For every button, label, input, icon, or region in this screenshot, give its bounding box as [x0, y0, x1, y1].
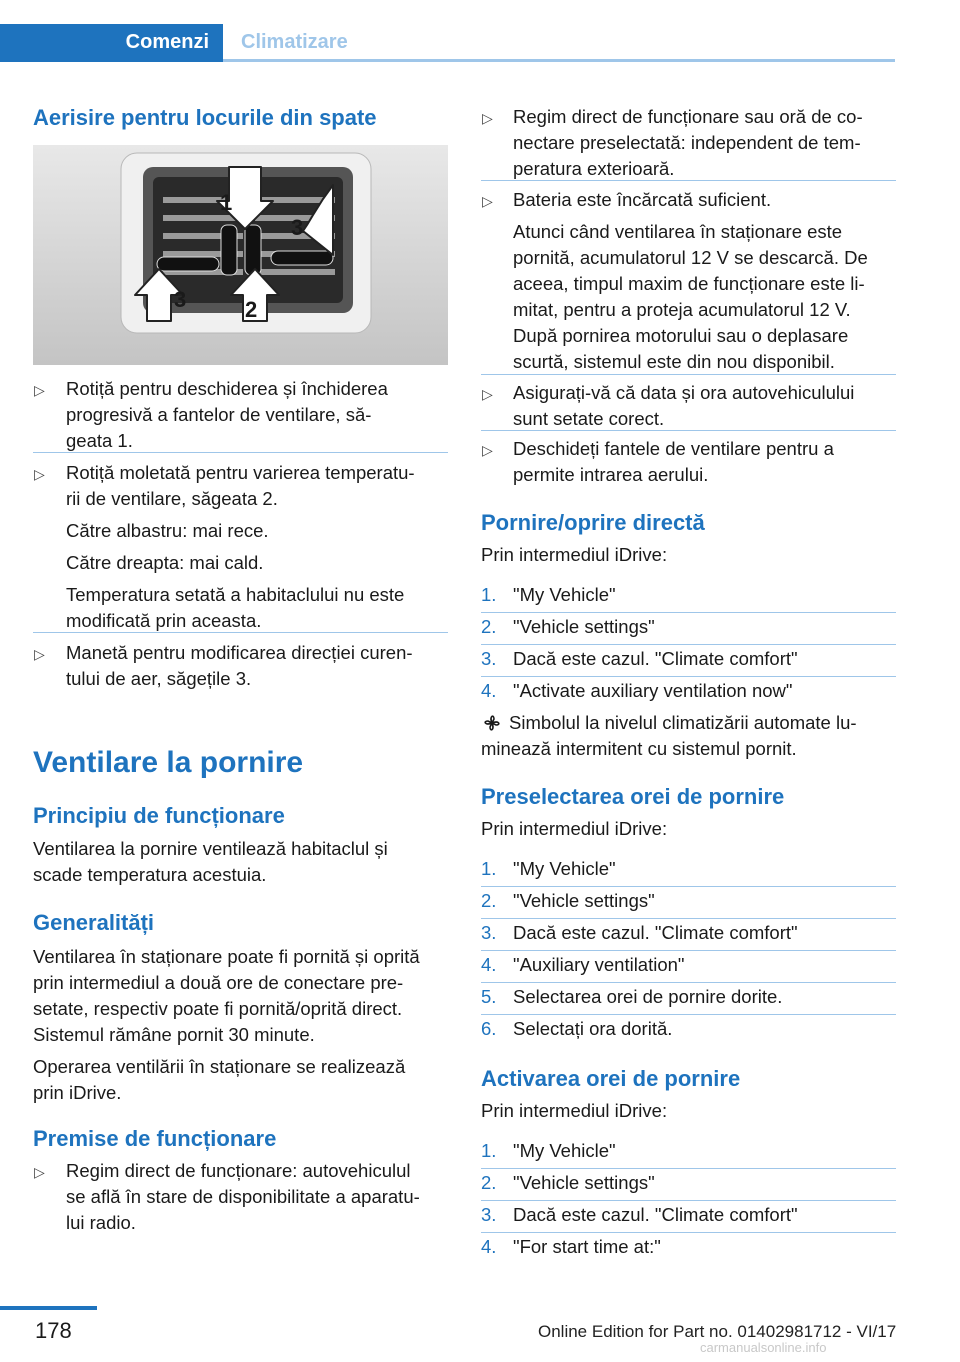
general-text-2: Operarea ventilării în staționare se realizează prin iDrive.	[33, 1056, 406, 1103]
step-number: 5.	[481, 986, 497, 1007]
bullet-icon: ▷	[34, 646, 45, 662]
rear-vent-figure	[33, 145, 448, 365]
list-item: Dacă este cazul. "Climate comfort"	[513, 922, 798, 943]
bullet-separator	[33, 632, 448, 633]
footer-accent-line	[0, 1306, 97, 1310]
list-separator	[481, 644, 896, 645]
step-number: 4.	[481, 1236, 497, 1257]
list-item: "Vehicle settings"	[513, 1172, 655, 1193]
list-item: "For start time at:"	[513, 1236, 661, 1257]
preselect-title: Preselectarea orei de pornire	[481, 784, 785, 809]
principle-title: Principiu de funcționare	[33, 803, 285, 828]
rear-vent-illustration	[33, 145, 448, 365]
step-number: 3.	[481, 648, 497, 669]
bullet-icon: ▷	[482, 193, 493, 209]
step-number: 1.	[481, 584, 497, 605]
bullet-separator	[481, 180, 896, 181]
bullet-icon: ▷	[34, 382, 45, 398]
bullet-icon: ▷	[482, 110, 493, 126]
bullet-text: Manetă pentru modificarea direcției curen‐ tului de aer, săgețile 3.	[66, 642, 413, 689]
list-separator	[481, 982, 896, 983]
bullet-icon: ▷	[482, 442, 493, 458]
step-number: 3.	[481, 922, 497, 943]
tab-comenzi-label: Comenzi	[125, 31, 209, 53]
bullet-separator	[481, 374, 896, 375]
via-idrive-text: Prin intermediul iDrive:	[481, 818, 668, 839]
bullet-text: Bateria este încărcată suficient. Atunci când ventilarea în staționare este pornită, acumulatorul 12 V se descarcă. De aceea, timpul maxim de funcționare este li‐ mitat, pentru a proteja acumulatorul 12 V. După pornirea motorului sau o deplasare scurtă, sistemul este din nou disponibil.	[513, 189, 868, 372]
bullet-icon: ▷	[34, 1164, 45, 1180]
list-item: "Auxiliary ventilation"	[513, 954, 685, 975]
list-item: "My Vehicle"	[513, 584, 616, 605]
step-number: 6.	[481, 1018, 497, 1039]
list-item: "My Vehicle"	[513, 858, 616, 879]
list-separator	[481, 1200, 896, 1201]
edition-text: Online Edition for Part no. 01402981712 - VI/17	[538, 1322, 897, 1341]
list-item: Dacă este cazul. "Climate comfort"	[513, 1204, 798, 1225]
bullet-icon: ▷	[482, 386, 493, 402]
list-item: Selectați ora dorită.	[513, 1018, 673, 1039]
list-separator	[481, 1014, 896, 1015]
bullet-separator	[481, 430, 896, 431]
list-item: "Activate auxiliary ventilation now"	[513, 680, 793, 701]
list-separator	[481, 918, 896, 919]
bullet-text: Asigurați-vă că data și ora autovehiculului sunt setate corect.	[513, 382, 855, 429]
list-item: "Vehicle settings"	[513, 890, 655, 911]
prereq-title: Premise de funcționare	[33, 1126, 277, 1151]
figure-label-3-right: 3	[291, 215, 304, 240]
list-separator	[481, 950, 896, 951]
step-number: 4.	[481, 954, 497, 975]
step-number: 1.	[481, 858, 497, 879]
bullet-text: Regim direct de funcționare: autovehiculul se află în stare de disponibilitate a aparatu‐ lui radio.	[66, 1160, 420, 1233]
direct-title: Pornire/oprire directă	[481, 510, 705, 535]
header-divider	[223, 59, 895, 62]
step-number: 2.	[481, 1172, 497, 1193]
list-separator	[481, 676, 896, 677]
list-separator	[481, 612, 896, 613]
page-number: 178	[35, 1318, 72, 1343]
list-separator	[481, 1232, 896, 1233]
figure-label-3-left: 3	[174, 287, 187, 312]
figure-label-1: 1	[220, 190, 233, 215]
tab-comenzi[interactable]	[0, 24, 223, 62]
symbol-text: Simbolul la nivelul climatizării automate lu‐ minează intermitent cu sistemul pornit.	[481, 712, 857, 759]
activate-title: Activarea orei de pornire	[481, 1066, 741, 1091]
via-idrive-text: Prin intermediul iDrive:	[481, 544, 668, 565]
list-item: "My Vehicle"	[513, 1140, 616, 1161]
bullet-text: Regim direct de funcționare sau oră de co‐ nectare preselectată: independent de tem‐ peratura exterioară.	[513, 106, 863, 179]
general-title: Generalități	[33, 910, 155, 935]
bullet-separator	[33, 452, 448, 453]
section-title-rear-vents: Aerisire pentru locurile din spate	[33, 105, 377, 130]
list-item: Selectarea orei de pornire dorite.	[513, 986, 783, 1007]
figure-label-2: 2	[245, 297, 258, 322]
watermark: carmanualsonline.info	[700, 1340, 827, 1355]
list-item: "Vehicle settings"	[513, 616, 655, 637]
header-bar	[0, 0, 960, 62]
chapter-title: Ventilare la pornire	[33, 746, 304, 779]
bullet-text: Deschideți fantele de ventilare pentru a permite intrarea aerului.	[513, 438, 834, 485]
general-text: Ventilarea în staționare poate fi pornită și oprită prin intermediul a două ore de conectare pre‐ setate, respectiv poate fi pornită/oprită direct. Sistemul rămâne pornit 30 minute.	[33, 946, 420, 1045]
step-number: 4.	[481, 680, 497, 701]
step-number: 1.	[481, 1140, 497, 1161]
step-number: 2.	[481, 890, 497, 911]
list-separator	[481, 886, 896, 887]
bullet-text: Rotiță moletată pentru varierea temperatu‐ rii de ventilare, săgeata 2. Către albastru: mai rece. Către dreapta: mai cald. Temperatura setată a habitaclului nu este modificată prin aceasta.	[66, 462, 415, 631]
list-item: Dacă este cazul. "Climate comfort"	[513, 648, 798, 669]
step-number: 3.	[481, 1204, 497, 1225]
bullet-icon: ▷	[34, 466, 45, 482]
principle-text: Ventilarea la pornire ventilează habitaclul și scade temperatura acestuia.	[33, 838, 388, 885]
step-number: 2.	[481, 616, 497, 637]
via-idrive-text: Prin intermediul iDrive:	[481, 1100, 668, 1121]
list-separator	[481, 1168, 896, 1169]
bullet-text: Rotiță pentru deschiderea și închiderea progresivă a fantelor de ventilare, să‐ geata 1.	[66, 378, 388, 451]
tab-climatizare[interactable]: Climatizare	[241, 31, 348, 53]
